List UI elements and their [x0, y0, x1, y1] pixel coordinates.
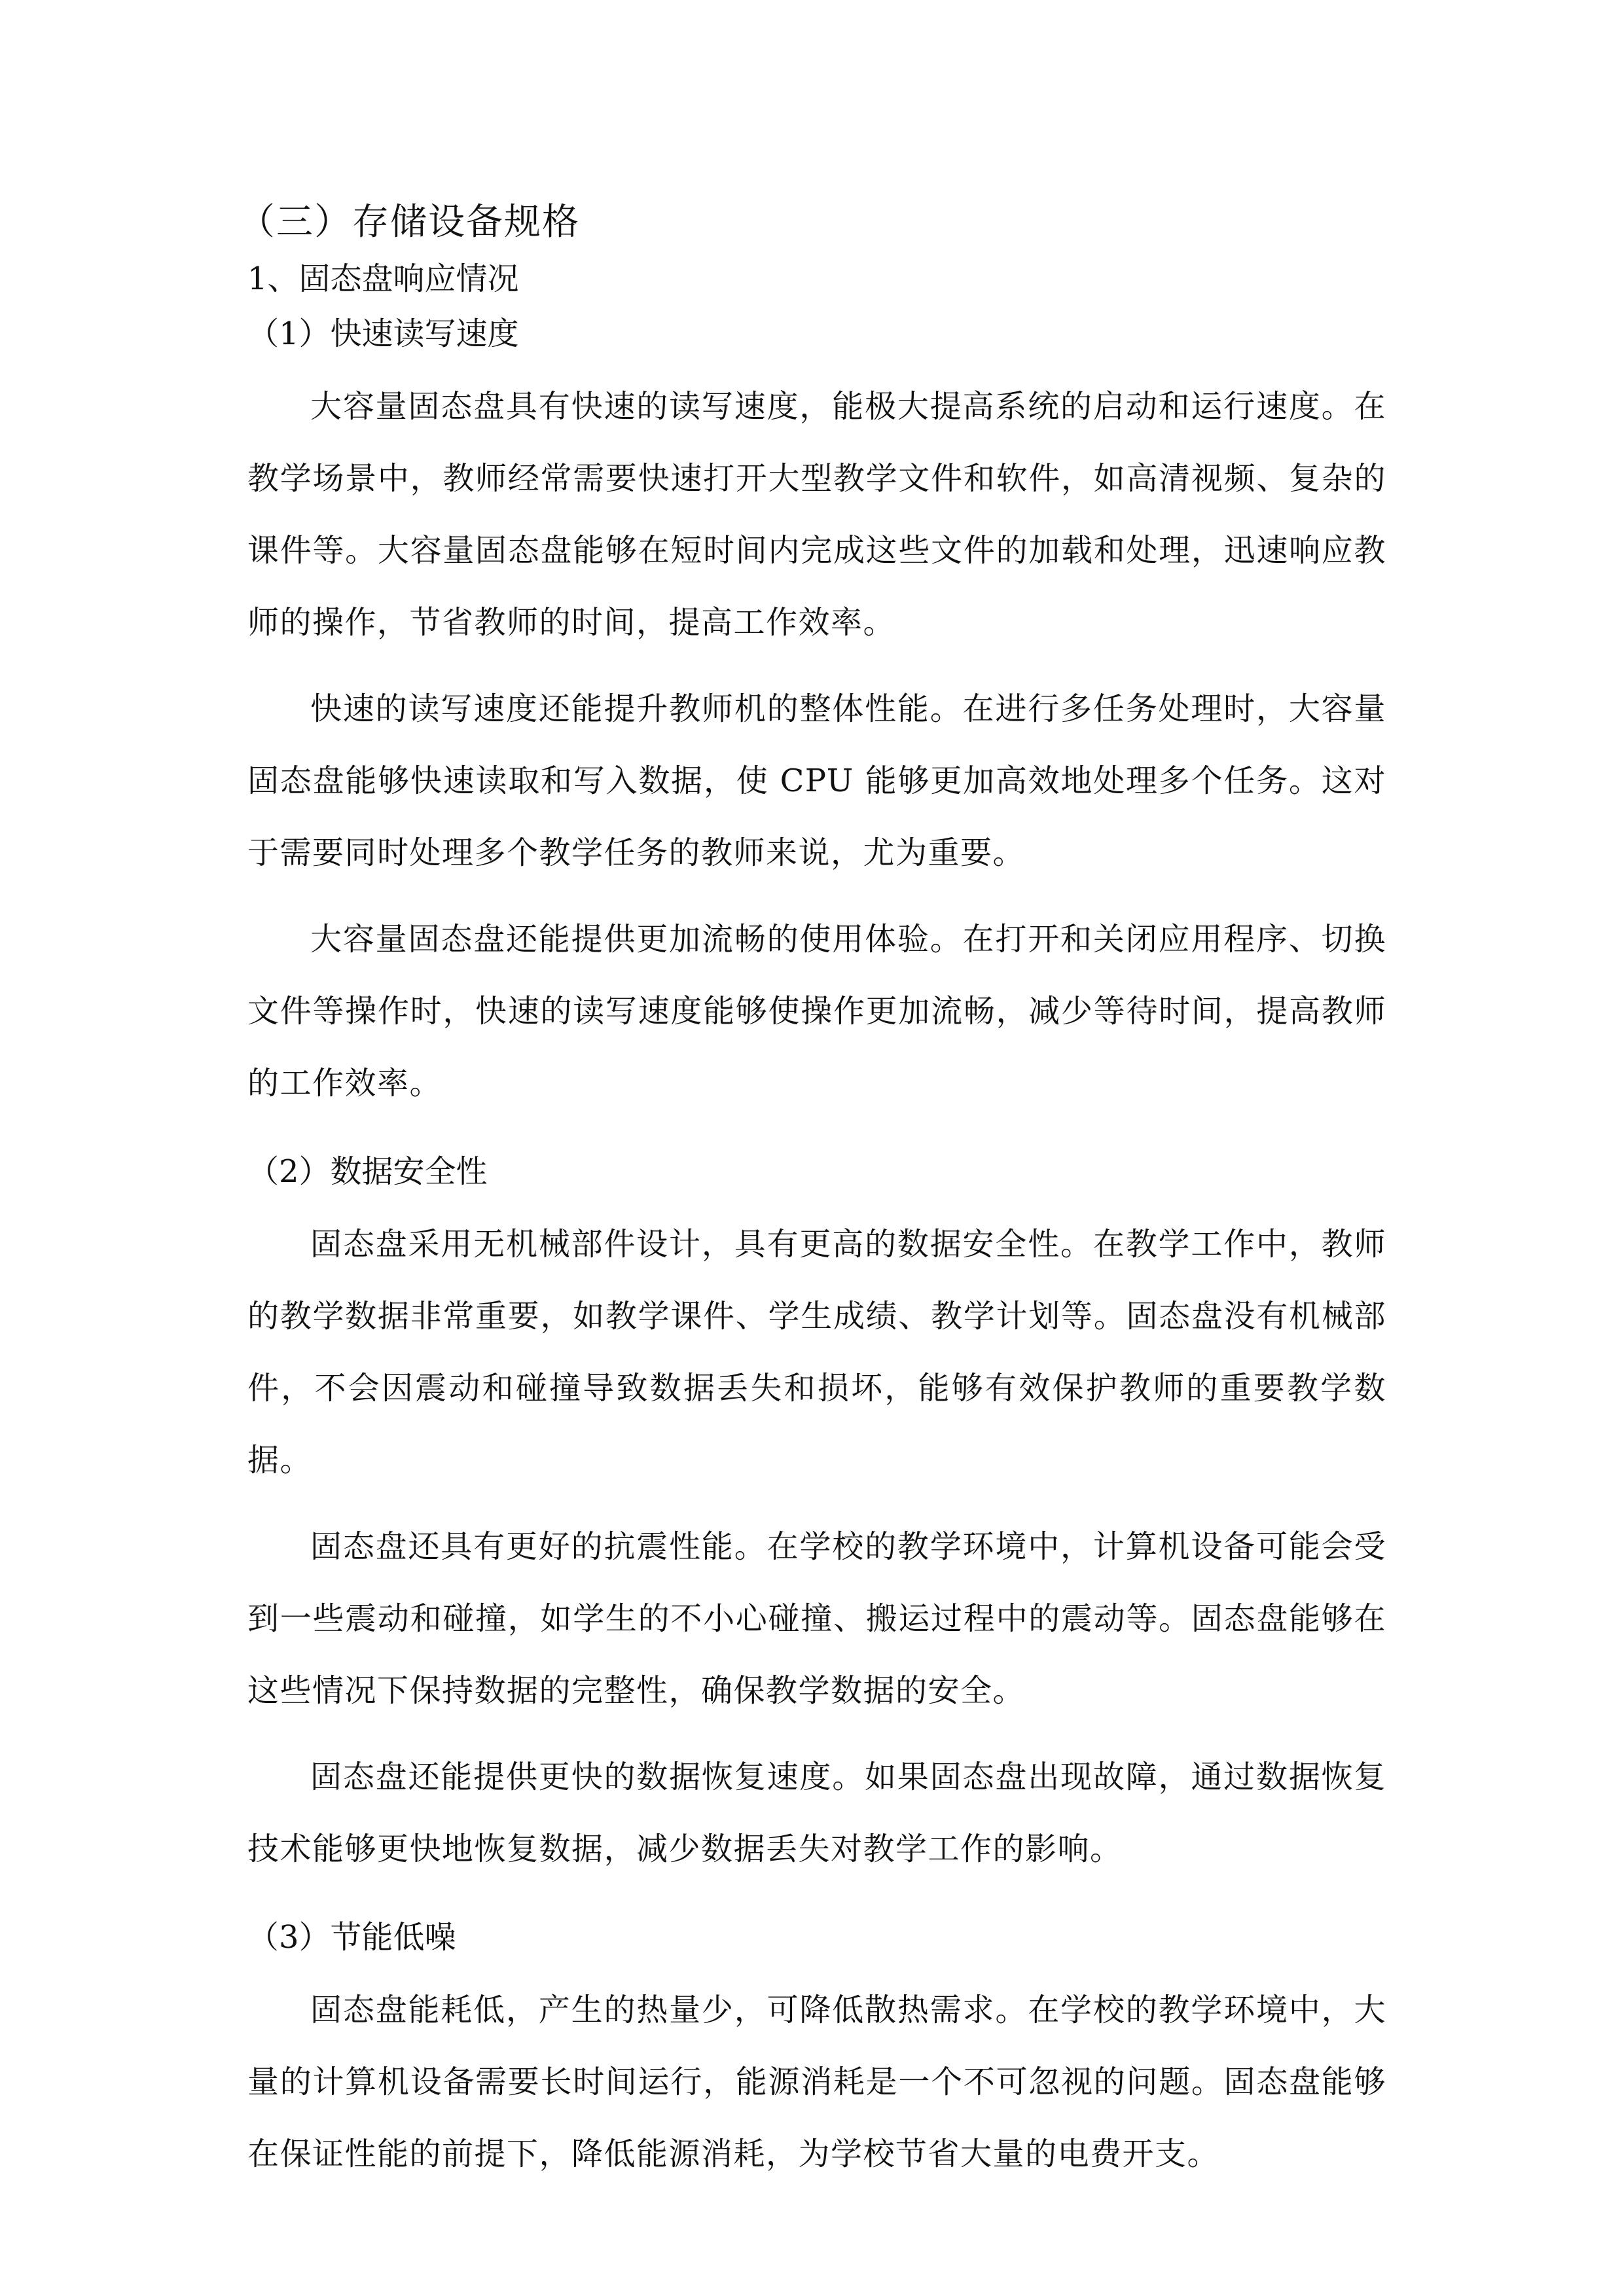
paragraph: 固态盘还具有更好的抗震性能。在学校的教学环境中，计算机设备可能会受到一些震动和碰撞，如学生的不小心碰撞、搬运过程中的震动等。固态盘能够在这些情况下保持数据的完整性，确保教学数据的安全。 — [247, 1528, 1386, 1709]
item-energy-saving — [247, 1914, 1386, 2190]
paragraph: 固态盘还能提供更快的数据恢复速度。如果固态盘出现故障，通过数据恢复技术能够更快地恢复数据，减少数据丢失对教学工作的影响。 — [247, 1759, 1386, 1867]
paragraph: 快速的读写速度还能提升教师机的整体性能。在进行多任务处理时，大容量固态盘能够快速读取和写入数据，使 CPU 能够更加高效地处理多个任务。这对于需要同时处理多个教学任务的教师来说，尤为重要。 — [247, 691, 1386, 871]
item-data-security — [247, 1148, 1386, 1885]
paragraph: 固态盘采用无机械部件设计，具有更高的数据安全性。在教学工作中，教师的教学数据非常重要，如教学课件、学生成绩、教学计划等。固态盘没有机械部件，不会因震动和碰撞导致数据丢失和损坏，能够有效保护教师的重要教学数据。 — [247, 1226, 1386, 1479]
item-fast-read-write — [247, 310, 1386, 1119]
item-title: （1）快速读写速度 — [247, 315, 519, 352]
section-title: （三）存储设备规格 — [238, 201, 580, 243]
document-body — [238, 196, 1386, 2204]
paragraph: 大容量固态盘还能提供更加流畅的使用体验。在打开和关闭应用程序、切换文件等操作时，快速的读写速度能够使操作更加流畅，减少等待时间，提高教师的工作效率。 — [247, 921, 1386, 1102]
item-title: （2）数据安全性 — [247, 1153, 488, 1190]
paragraph: 固态盘能耗低，产生的热量少，可降低散热需求。在学校的教学环境中，大量的计算机设备需要长时间运行，能源消耗是一个不可忽视的问题。固态盘能够在保证性能的前提下，降低能源消耗，为学校节省大量的电费开支。 — [247, 1992, 1386, 2172]
item-title: （3）节能低噪 — [247, 1919, 456, 1956]
subsection-title: 1、固态盘响应情况 — [247, 260, 519, 297]
paragraph: 大容量固态盘具有快速的读写速度，能极大提高系统的启动和运行速度。在教学场景中，教师经常需要快速打开大型教学文件和软件，如高清视频、复杂的课件等。大容量固态盘能够在短时间内完成这些文件的加载和处理，迅速响应教师的操作，节省教师的时间，提高工作效率。 — [247, 388, 1386, 641]
